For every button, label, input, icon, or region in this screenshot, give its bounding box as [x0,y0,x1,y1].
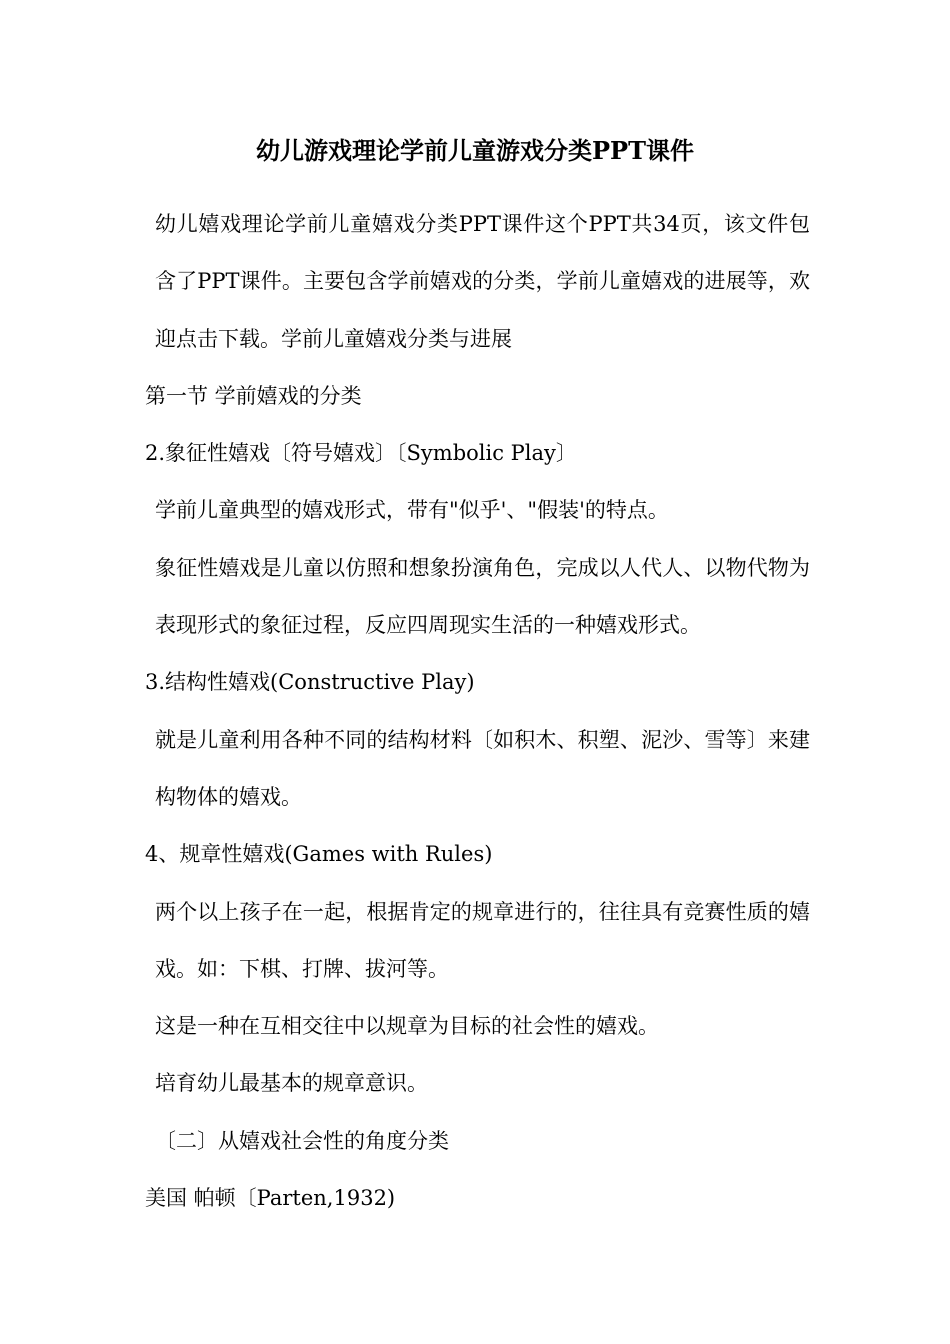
document-title: 幼儿游戏理论学前儿童游戏分类PPT课件 [256,136,694,165]
paragraph: 这是一种在互相交往中以规章为目标的社会性的嬉戏。 [155,1014,659,1039]
subsection-heading: 3.结构性嬉戏(Constructive Play) [145,670,475,695]
section-heading: 第一节 学前嬉戏的分类 [145,383,362,408]
paragraph: 两个以上孩子在一起，根据肯定的规章进行的，往往具有竞赛性质的嬉戏。如：下棋、打牌、拔河等。 [155,899,810,981]
paragraph: 学前儿童典型的嬉戏形式，带有"似乎'、"假装'的特点。 [155,498,669,523]
subsection-heading: 4、规章性嬉戏(Games with Rules) [145,842,493,867]
paragraph: 就是儿童利用各种不同的结构材料〔如积木、积塑、泥沙、雪等〕来建构物体的嬉戏。 [155,727,810,809]
document-body [145,196,810,1227]
paragraph: 象征性嬉戏是儿童以仿照和想象扮演角色，完成以人代人、以物代物为表现形式的象征过程，反应四周现实生活的一种嬉戏形式。 [155,555,810,638]
intro-paragraph: 幼儿嬉戏理论学前儿童嬉戏分类PPT课件这个PPT共34页，该文件包含了PPT课件。主要包含学前嬉戏的分类，学前儿童嬉戏的进展等，欢迎点击下载。学前儿童嬉戏分类与进展 [155,212,810,351]
paragraph: 培育幼儿最基本的规章意识。 [155,1071,428,1096]
paragraph: 美国 帕顿〔Parten,1932) [145,1186,396,1211]
subsection-heading: 〔二〕从嬉戏社会性的角度分类 [155,1128,449,1153]
subsection-heading: 2.象征性嬉戏〔符号嬉戏〕〔Symbolic Play〕 [145,441,577,466]
